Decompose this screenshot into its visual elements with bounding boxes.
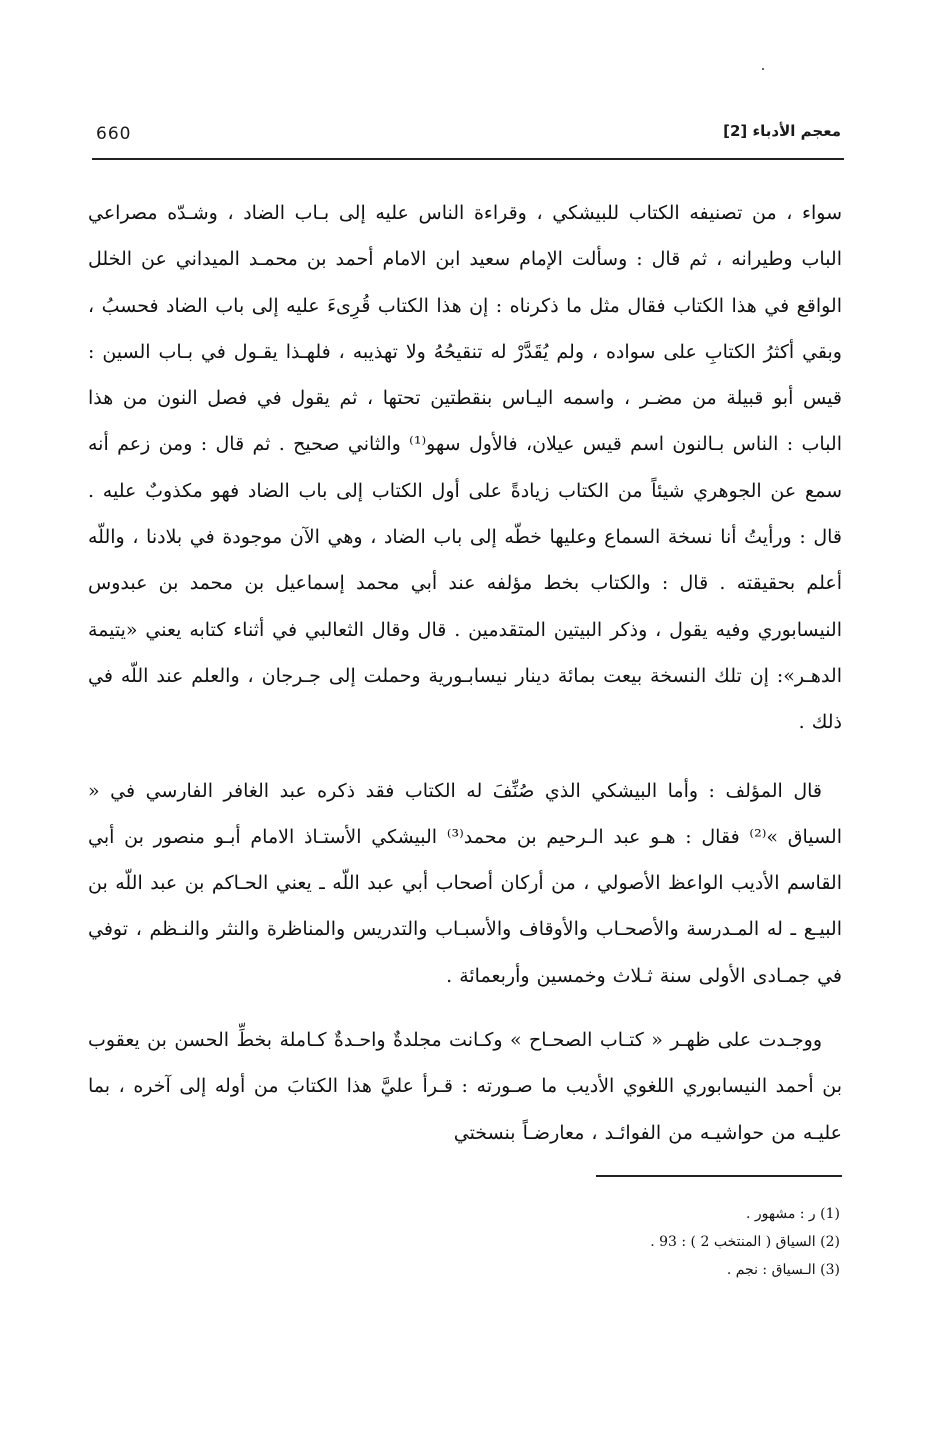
paragraph-1: سواء ، من تصنيفه الكتاب للبيشكي ، وقراءة الناس عليه إلى بـاب الضاد ، وشـدّه مصراعي الباب وطيرانه ، ثم قال : وسألت الإمام سعيد ابن الامام أحمد بن محمـد الميداني عن الخلل الواقع في هذا الكتاب فقال مثل ما ذكرناه : إن هذا الكتاب قُرِىءَ عليه إلى باب الضاد فحسبُ ، وبقي أكثرُ الكتابِ على سواده ، ولم يُقَدَّرْ له تنقيحُهُ ولا تهذيبه ، فلهـذا يقـول في بـاب السين : قيس أبو قبيلة من مضـر ، واسمه اليـاس بنقطتين تحتها ، ثم يقول في فصل النون من هذا الباب : الناس بـالنون اسم قيس عيلان، فالأول سهو⁽¹⁾ والثاني صحيح . ثم قال : ومن زعم أنه سمع عن الجوهري شيئاً من الكتاب زيادةً على أول الكتاب إلى باب الضاد فهو مكذوبٌ عليه . قال : ورأيتُ أنا نسخة السماع وعليها خطّه إلى باب الضاد ، وهي الآن موجودة في بلادنا ، واللّه أعلم بحقيقته . قال : والكتاب بخط مؤلفه عند أبي محمد إسماعيل بن محمد بن عبدوس النيسابوري وفيه يقول ، وذكر البيتين المتقدمين . قال وقال الثعالبي في أثناء كتابه يعني «يتيمة الدهـر»: إن تلك النسخة بيعت بمائة دينار نيسابـورية وحملت إلى جـرجان ، والعلم عند اللّه في ذلك . [88, 202, 842, 734]
page-header [96, 118, 841, 154]
header-rule [92, 158, 844, 160]
footnote-2: (2) السياق ( المنتخب 2 ) : 93 . [650, 1234, 840, 1250]
footnotes [88, 1200, 840, 1284]
running-title: معجم الأدباء [2] [723, 122, 841, 140]
footnote-rule [596, 1175, 842, 1177]
page-number: 660 [96, 124, 132, 144]
footnote-1: (1) ر : مشهور . [745, 1206, 840, 1222]
main-text [88, 190, 842, 1156]
paragraph-2: قال المؤلف : وأما البيشكي الذي صُنِّفَ له الكتاب فقد ذكره عبد الغافر الفارسي في « السياق »⁽²⁾ فقال : هـو عبد الـرحيم بن محمد⁽³⁾ البيشكي الأستـاذ الامام أبـو منصور بن أبي القاسم الأديب الواعظ الأصولي ، من أركان أصحاب أبي عبد اللّه ـ يعني الحـاكم بن عبد اللّه بن البيـع ـ له المـدرسة والأصحـاب والأوقاف والأسبـاب والتدريس والمناظرة والنثر والنـظم ، توفي في جمـادى الأولى سنة ثـلاث وخمسين وأربعمائة . [88, 779, 842, 987]
paragraph-3: ووجـدت على ظهـر « كتـاب الصحـاح » وكـانت مجلدةٌ واحـدةٌ كـاملة بخطِّ الحسن بن يعقوب بن أحمد النيسابوري اللغوي الأديب ما صـورته : قـرأ عليَّ هذا الكتابَ من أوله إلى آخره ، بما عليـه من حواشيـه من الفوائـد ، معارضـاً بنسختي [88, 1029, 842, 1144]
footnote-3: (3) الـسياق : نجم . [726, 1262, 840, 1278]
scan-speck [762, 68, 764, 70]
